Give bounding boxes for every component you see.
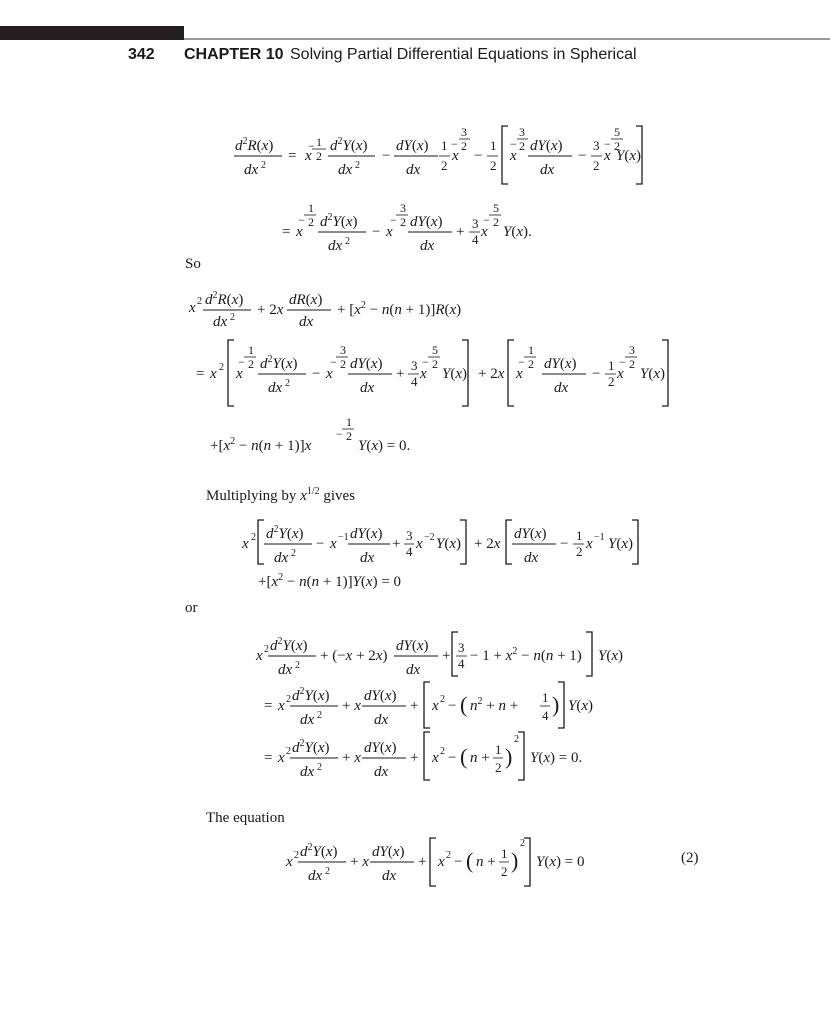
svg-text:dY(x): dY(x) (364, 740, 397, 756)
svg-text:−: − (330, 355, 337, 369)
svg-text:Y(x).: Y(x). (503, 224, 532, 240)
equation-collected-2 (256, 680, 596, 732)
svg-text:3: 3 (406, 528, 413, 543)
svg-text:dY(x): dY(x) (372, 844, 405, 860)
svg-text:3: 3 (340, 343, 346, 357)
svg-text:2: 2 (251, 532, 256, 543)
svg-text:2: 2 (576, 544, 583, 559)
svg-text:x: x (586, 536, 593, 552)
svg-text:dY(x): dY(x) (364, 688, 397, 704)
equation-multiplied-tail (240, 566, 460, 594)
svg-text:dx: dx (524, 550, 539, 566)
svg-text:=: = (264, 750, 273, 766)
svg-text:+ 2x: + 2x (474, 536, 501, 552)
svg-text:−1: −1 (594, 532, 605, 543)
multiplying-label: Multiplying by (206, 488, 297, 504)
svg-text:4: 4 (411, 374, 418, 389)
svg-text:d2Y(x): $d^2Y(x)$ (300, 842, 338, 860)
equation-lhs (185, 284, 485, 332)
svg-text:2: 2 (346, 429, 352, 443)
svg-text:2: 2 (308, 215, 314, 229)
svg-text:d2Y(x): $d^2Y(x)$ (266, 524, 304, 542)
svg-text:x: x (305, 148, 312, 164)
svg-text:− 1 + x2 − n(n + 1): − $1 + x^2 - n(n + 1)$ (470, 646, 582, 664)
svg-text:+: + (396, 366, 405, 382)
svg-text:−: − (336, 427, 343, 441)
svg-text:2: 2 (608, 374, 615, 389)
svg-text:2: 2 (528, 357, 534, 371)
svg-text:=: = (264, 698, 273, 714)
svg-text:2: 2 (340, 357, 346, 371)
svg-text:3: 3 (458, 640, 465, 655)
svg-text:x: x (256, 648, 263, 664)
svg-text:5: 5 (432, 343, 438, 357)
svg-text:dx: dx (540, 162, 555, 178)
svg-text:n2 + n +: $n^2 + n$ + (470, 696, 519, 714)
gives-label: gives (323, 488, 356, 504)
svg-text:2: 2 (490, 158, 497, 173)
svg-text:x: x (326, 366, 333, 382)
svg-text:3: 3 (411, 358, 418, 373)
svg-text:x: x (278, 698, 285, 714)
svg-text:x: x (481, 224, 488, 240)
svg-text:): ) (511, 848, 519, 873)
equation-d2R-simplified (280, 196, 560, 258)
svg-text:Y(x) = 0.: Y(x) = 0. (358, 438, 411, 454)
svg-text:+: + (418, 854, 427, 870)
so-text: So (185, 256, 201, 272)
svg-text:x: x (278, 750, 285, 766)
svg-text:x: x (416, 536, 423, 552)
svg-text:−: − (592, 366, 601, 382)
svg-text:2: 2 (286, 746, 291, 757)
svg-text:2: 2 (495, 760, 502, 775)
svg-text:1: 1 (490, 138, 497, 153)
svg-text:d2R(x): $d^2R(x)$ (235, 136, 274, 154)
svg-text:2: 2 (614, 139, 620, 153)
svg-text:1: 1 (608, 358, 615, 373)
svg-text:−: − (298, 213, 305, 227)
equation-d2R (230, 118, 650, 190)
svg-text:dx: dx (274, 550, 289, 566)
svg-text:2: 2 (230, 312, 235, 323)
svg-text:d2Y(x): $d^2Y(x)$ (292, 686, 330, 704)
multiplying-power-base: x (300, 488, 307, 504)
svg-text:2: 2 (345, 236, 350, 247)
svg-text:2: 2 (355, 160, 360, 171)
svg-text:): ) (505, 744, 513, 769)
svg-text:−: − (316, 536, 325, 552)
svg-text:=: = (282, 224, 291, 240)
svg-text:dx: dx (328, 238, 343, 254)
svg-text:+: + (410, 750, 419, 766)
svg-text:+ (−x + 2x): + (−x + 2x) (320, 648, 388, 664)
svg-text:−: − (308, 139, 315, 153)
header-rule (184, 38, 830, 40)
svg-text:dY(x): dY(x) (530, 138, 563, 154)
equation-collected (248, 628, 648, 680)
svg-text:2: 2 (248, 357, 254, 371)
or-text: or (185, 600, 198, 616)
svg-text:dR(x): dR(x) (289, 292, 323, 308)
svg-text:x: x (296, 224, 303, 240)
svg-text:−2: −2 (424, 532, 435, 543)
svg-text:x: x (330, 536, 337, 552)
svg-text:−1: −1 (338, 532, 349, 543)
svg-text:3: 3 (629, 343, 635, 357)
svg-text:2: 2 (432, 357, 438, 371)
svg-text:n +: n + (470, 750, 490, 766)
svg-text:2: 2 (461, 139, 467, 153)
svg-text:dY(x): dY(x) (350, 526, 383, 542)
svg-text:−: − (454, 854, 463, 870)
svg-text:+ 2x: + 2x (478, 366, 505, 382)
equation-expanded (192, 334, 678, 410)
svg-text:2: 2 (514, 734, 519, 745)
svg-text:+[x2 − n(n + 1)]x: $+[x^2 - n(n + 1)]x$ (210, 436, 312, 454)
svg-text:+: + (410, 698, 419, 714)
svg-text:2: 2 (520, 838, 525, 849)
svg-text:d2Y(x): $d^2Y(x)$ (260, 354, 298, 372)
svg-text:(: ( (466, 848, 474, 873)
chapter-title: Solving Partial Differential Equations in Spherical (290, 46, 637, 63)
svg-text:x: x (438, 854, 445, 870)
svg-text:1: 1 (308, 201, 314, 215)
svg-text:−: − (448, 750, 457, 766)
svg-text:dY(x): dY(x) (410, 214, 443, 230)
equation-collected-3 (256, 730, 616, 784)
svg-text:Y(x): Y(x) (568, 698, 594, 714)
svg-text:1: 1 (501, 846, 508, 861)
svg-text:−: − (448, 698, 457, 714)
svg-text:2: 2 (317, 710, 322, 721)
equation-2 (284, 836, 614, 890)
svg-text:1: 1 (528, 343, 534, 357)
svg-text:−: − (422, 355, 429, 369)
svg-text:d2R(x): $d^2R(x)$ (205, 290, 244, 308)
svg-text:2: 2 (440, 694, 445, 705)
svg-text:+: + (456, 224, 465, 240)
svg-text:Y(x): Y(x) (640, 366, 666, 382)
svg-text:2: 2 (295, 660, 300, 671)
svg-text:+ x: + x (342, 698, 361, 714)
svg-text:dY(x): dY(x) (514, 526, 547, 542)
svg-text:2: 2 (285, 378, 290, 389)
svg-text:d2Y(x): $d^2Y(x)$ (330, 136, 368, 154)
svg-text:dY(x): dY(x) (350, 356, 383, 372)
svg-text:2: 2 (501, 864, 508, 879)
svg-text:x: x (242, 536, 249, 552)
multiplying-text (206, 486, 355, 505)
svg-text:−: − (390, 213, 397, 227)
equation-expanded-tail (206, 412, 436, 458)
svg-text:2: 2 (294, 850, 299, 861)
svg-text:dx: dx (420, 238, 435, 254)
svg-text:2: 2 (493, 215, 499, 229)
svg-text:x: x (210, 366, 217, 382)
svg-text:): ) (552, 692, 560, 717)
svg-text:−: − (451, 137, 458, 151)
svg-text:5: 5 (493, 201, 499, 215)
svg-text:2: 2 (261, 160, 266, 171)
svg-text:Y(x) = 0.: Y(x) = 0. (530, 750, 583, 766)
svg-text:2: 2 (325, 866, 330, 877)
svg-text:5: 5 (614, 125, 620, 139)
svg-text:1: 1 (542, 690, 549, 705)
svg-text:d2Y(x): $d^2Y(x)$ (292, 738, 330, 756)
svg-text:−: − (372, 224, 381, 240)
svg-text:2: 2 (197, 296, 202, 307)
svg-text:2: 2 (291, 548, 296, 559)
svg-text:n +: n + (476, 854, 496, 870)
svg-text:2: 2 (316, 149, 322, 163)
svg-text:dx: dx (374, 712, 389, 728)
svg-text:1: 1 (576, 528, 583, 543)
svg-text:x: x (236, 366, 243, 382)
svg-text:−: − (474, 148, 483, 164)
svg-text:+ x: + x (350, 854, 369, 870)
svg-text:2: 2 (286, 694, 291, 705)
svg-text:x: x (617, 366, 624, 382)
the-equation-text: The equation (206, 810, 285, 826)
svg-text:+ 2x: + 2x (257, 302, 284, 318)
chapter-label: CHAPTER 10 (184, 46, 284, 63)
svg-text:dx: dx (554, 380, 569, 396)
svg-text:1: 1 (248, 343, 254, 357)
svg-text:1: 1 (441, 138, 448, 153)
svg-text:dx: dx (300, 712, 315, 728)
svg-text:2: 2 (629, 357, 635, 371)
svg-text:=: = (288, 148, 297, 164)
svg-text:Y(x): Y(x) (442, 366, 468, 382)
svg-text:2: 2 (219, 362, 224, 373)
header-bar (0, 26, 184, 40)
svg-text:dx: dx (244, 162, 259, 178)
svg-text:dx: dx (213, 314, 228, 330)
svg-text:x: x (432, 750, 439, 766)
svg-text:dY(x): dY(x) (544, 356, 577, 372)
svg-text:dx: dx (299, 314, 314, 330)
svg-text:−: − (578, 148, 587, 164)
svg-text:dx: dx (268, 380, 283, 396)
svg-text:Y(x): Y(x) (598, 648, 624, 664)
page-number: 342 (128, 46, 155, 63)
svg-text:Y(x): Y(x) (616, 148, 642, 164)
equation-number: (2) (681, 850, 699, 866)
svg-text:x: x (516, 366, 523, 382)
svg-text:d2Y(x): $d^2Y(x)$ (270, 636, 308, 654)
svg-text:−: − (604, 137, 611, 151)
svg-text:x: x (386, 224, 393, 240)
svg-text:−: − (510, 137, 517, 151)
svg-text:dY(x): dY(x) (396, 638, 429, 654)
svg-text:−: − (382, 148, 391, 164)
svg-text:4: 4 (472, 232, 479, 247)
svg-text:x: x (189, 300, 196, 316)
svg-text:(: ( (460, 744, 468, 769)
svg-text:dx: dx (278, 662, 293, 678)
svg-text:1: 1 (346, 415, 352, 429)
svg-text:x: x (286, 854, 293, 870)
svg-text:3: 3 (472, 216, 479, 231)
svg-text:3: 3 (593, 138, 600, 153)
svg-text:−: − (560, 536, 569, 552)
svg-text:2: 2 (317, 762, 322, 773)
svg-text:−: − (238, 355, 245, 369)
svg-text:−: − (312, 366, 321, 382)
svg-text:2: 2 (264, 644, 269, 655)
svg-text:2: 2 (441, 158, 448, 173)
svg-text:dx: dx (300, 764, 315, 780)
svg-text:Y(x): Y(x) (608, 536, 634, 552)
svg-text:+: + (392, 536, 401, 552)
svg-text:2: 2 (446, 850, 451, 861)
svg-text:dx: dx (360, 550, 375, 566)
svg-text:x: x (604, 148, 611, 164)
svg-text:−: − (619, 355, 626, 369)
svg-text:3: 3 (400, 201, 406, 215)
svg-text:−: − (518, 355, 525, 369)
svg-text:x: x (452, 148, 459, 164)
svg-text:dx: dx (406, 662, 421, 678)
svg-text:4: 4 (406, 544, 413, 559)
svg-text:2: 2 (440, 746, 445, 757)
svg-text:dx: dx (382, 868, 397, 884)
svg-text:4: 4 (458, 656, 465, 671)
svg-text:Y(x) = 0: Y(x) = 0 (536, 854, 585, 870)
svg-text:dx: dx (360, 380, 375, 396)
svg-text:dx: dx (374, 764, 389, 780)
svg-text:x: x (420, 366, 427, 382)
svg-text:dx: dx (308, 868, 323, 884)
svg-text:+ [x2 − n(n + 1)]R(x): + $[x^2 - n(n + 1)]R(x)$ (337, 300, 462, 318)
svg-text:dY(x): dY(x) (396, 138, 429, 154)
svg-text:+ x: + x (342, 750, 361, 766)
svg-text:=: = (196, 366, 205, 382)
svg-text:Y(x): Y(x) (436, 536, 462, 552)
svg-text:2: 2 (519, 139, 525, 153)
svg-text:1: 1 (316, 135, 322, 149)
svg-text:(: ( (460, 692, 468, 717)
svg-text:3: 3 (519, 125, 525, 139)
svg-text:dx: dx (338, 162, 353, 178)
svg-text:+[x2 − n(n + 1)]Y(x) = 0: $+[x^2 - n(n + 1)]Y(x) = 0$ (258, 572, 402, 590)
svg-text:+: + (442, 648, 451, 664)
svg-text:−: − (483, 213, 490, 227)
svg-text:2: 2 (593, 158, 600, 173)
svg-text:1: 1 (495, 742, 502, 757)
svg-text:2: 2 (400, 215, 406, 229)
svg-text:x: x (510, 148, 517, 164)
svg-text:3: 3 (461, 125, 467, 139)
multiplying-power-exp: 1/2 (306, 486, 320, 497)
equation-multiplied (240, 516, 660, 568)
svg-text:d2Y(x): $d^2Y(x)$ (320, 212, 358, 230)
svg-text:x: x (432, 698, 439, 714)
svg-text:dx: dx (406, 162, 421, 178)
svg-text:4: 4 (542, 708, 549, 723)
